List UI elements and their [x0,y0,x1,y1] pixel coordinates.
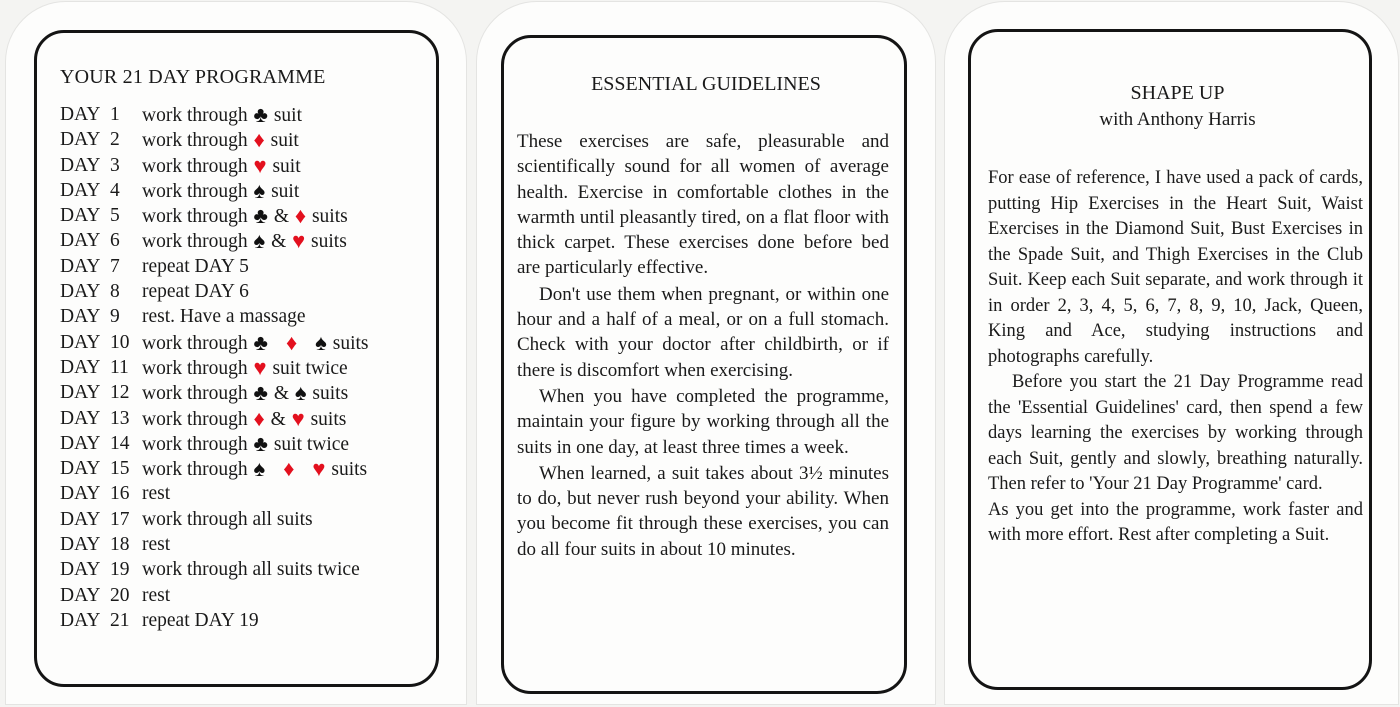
heart-icon: ♥ [291,405,305,431]
instruction-text: work through [142,155,253,177]
day-instruction [142,456,367,482]
club-icon: ♣ [253,102,268,127]
day-instruction [142,583,170,608]
instruction-text: suit [267,155,301,177]
day-instruction [142,330,369,356]
day-label [60,254,140,279]
instruction-text: suit [265,130,299,152]
diamond-icon: ♦ [283,456,295,482]
instruction-text: suits [326,459,368,481]
instruction-text: work through [142,459,253,481]
day-instruction [142,380,348,406]
day-number: 4 [110,179,120,201]
day-label [60,532,140,557]
day-instruction [142,102,302,128]
instruction-text: work through [142,332,253,354]
day-number: 3 [110,154,120,176]
day-word: DAY [60,205,101,227]
day-word: DAY [60,534,101,556]
programme-card [6,2,466,704]
day-label [60,456,140,481]
day-number: 10 [110,331,130,353]
day-number: 21 [110,609,130,631]
day-label [60,102,140,127]
day-word: DAY [60,179,101,201]
instruction-text: rest [142,534,171,556]
day-number: 17 [110,508,130,530]
day-number: 2 [110,129,120,151]
day-number: 7 [110,255,120,277]
instruction-text: rest. Have a massage [142,306,306,328]
day-label [60,153,140,178]
day-label [60,304,140,329]
spade-icon: ♠ [253,228,266,254]
instruction-text: work through [142,383,253,405]
guidelines-paragraph: Don't use them when pregnant, or within one hour and a half of a meal, or on a full stomach. Check with your doctor after childbirth, or if there is discomfort when exercising. [517,283,889,381]
day-number: 18 [110,534,130,556]
day-word: DAY [60,458,101,480]
heart-icon: ♥ [253,354,267,380]
instruction-text: repeat DAY 6 [142,281,249,303]
day-word: DAY [60,483,101,505]
day-word: DAY [60,104,101,125]
day-number: 20 [110,584,130,606]
spade-icon: ♠ [294,380,307,406]
day-number: 13 [110,407,130,429]
day-instruction [142,608,259,633]
day-instruction [142,153,301,179]
programme-title: YOUR 21 DAY PROGRAMME [60,66,326,88]
author-subtitle: with Anthony Harris [1099,109,1256,130]
day-instruction [142,532,170,557]
day-number: 12 [110,382,130,404]
day-word: DAY [60,331,101,353]
instruction-text: work through [142,357,253,379]
heart-icon: ♥ [312,456,326,482]
guidelines-paragraph: These exercises are safe, pleasurable and scientifically sound for all women of average health. Exercise in comfortable clothes in the warmth until pleasantly tired, on a flat floor with thick carpet. These exercises done before bed are particularly effective. [517,131,889,279]
spade-icon: ♠ [315,329,327,355]
day-word: DAY [60,432,101,454]
day-word: DAY [60,255,101,277]
day-instruction [142,304,306,329]
day-word: DAY [60,382,101,404]
instruction-text: repeat DAY 5 [142,255,249,277]
day-instruction [142,355,348,381]
day-label [60,279,140,304]
day-word: DAY [60,230,101,252]
day-number: 15 [110,458,130,480]
day-word: DAY [60,306,101,328]
day-word: DAY [60,609,101,631]
guidelines-paragraph: When learned, a suit takes about 3½ minutes to do, but never rush beyond your ability. When you become fit through these exercises, you can do all four suits in about 10 minutes. [517,462,889,560]
instruction-text: rest [142,483,171,505]
day-number: 16 [110,483,130,505]
day-instruction [142,254,249,279]
day-label [60,608,140,633]
day-word: DAY [60,154,101,176]
diamond-icon: ♦ [253,127,265,153]
instruction-text: work through [142,433,253,455]
day-label [60,507,140,532]
day-word: DAY [60,559,101,581]
instruction-text: work through [142,206,253,228]
instruction-text: suits [305,408,347,430]
day-label [60,406,140,431]
day-instruction [142,431,349,457]
instruction-text: suit [268,105,302,126]
instruction-text: suit twice [268,433,350,455]
day-instruction [142,279,249,304]
spade-icon: ♠ [253,456,266,482]
instruction-text: suit twice [267,357,348,379]
shape-up-paragraph: For ease of reference, I have used a pack of cards, putting Hip Exercises in the Heart Suit, Waist Exercises in the Diamond Suit, Bust Exercises in the Spade Suit, and Thigh Exercises in the Club Suit. Keep each Suit separate, and work through it in order 2, 3, 4, 5, 6, 7, 8, 9, 10, Jack, Queen, King and Ace, studying instructions and photographs carefully. [988,168,1363,367]
heart-icon: ♥ [253,152,267,178]
instruction-text: suits [306,231,347,253]
instruction-text: repeat DAY 19 [142,609,259,631]
shape-up-paragraph: Before you start the 21 Day Programme read the 'Essential Guidelines' card, then spend a few days learning the exercises by working through each Suit, gently and slowly, breathing naturally. Then refer to 'Your 21 Day Programme' card. [988,372,1363,494]
diamond-icon: ♦ [253,405,265,431]
day-label [60,583,140,608]
day-instruction [142,178,299,204]
instruction-text: rest [142,584,171,606]
day-number: 11 [110,356,129,378]
instruction-text: & [268,206,294,228]
day-instruction [142,481,170,506]
instruction-text: suits [327,332,369,354]
day-number: 1 [110,104,120,125]
instruction-text: & [268,383,294,405]
day-label [60,557,140,582]
day-number: 9 [110,306,120,328]
shape-up-body [988,166,1363,549]
club-icon: ♣ [253,430,268,456]
instruction-text: work through all suits twice [142,559,360,581]
instruction-text: & [266,231,292,253]
instruction-text: suits [307,206,348,228]
instruction-text: work through [142,231,253,253]
day-number: 8 [110,281,120,303]
day-label [60,330,140,355]
shape-up-paragraph: As you get into the programme, work faster and with more effort. Rest after completing a Suit. [988,499,1363,545]
guidelines-card [477,2,935,704]
shape-up-card [945,2,1398,704]
spade-icon: ♠ [253,177,266,203]
guidelines-title: ESSENTIAL GUIDELINES [591,73,821,95]
diamond-icon: ♦ [285,329,298,355]
day-word: DAY [60,356,101,378]
day-word: DAY [60,407,101,429]
instruction-text: & [265,408,291,430]
day-word: DAY [60,508,101,530]
day-label [60,431,140,456]
day-instruction [142,127,299,153]
day-instruction [142,228,347,254]
day-label [60,228,140,253]
club-icon: ♣ [253,380,268,406]
day-number: 19 [110,559,130,581]
club-icon: ♣ [253,203,268,229]
day-instruction [142,507,313,532]
instruction-text: work through all suits [142,508,313,530]
club-icon: ♣ [253,329,268,355]
instruction-text: suits [307,383,349,405]
heart-icon: ♥ [292,228,306,254]
instruction-text: work through [142,408,253,430]
instruction-text: work through [142,105,253,126]
day-instruction [142,406,346,432]
instruction-text: work through [142,180,253,202]
day-instruction [142,203,348,229]
day-label [60,481,140,506]
day-word: DAY [60,584,101,606]
day-word: DAY [60,129,101,151]
day-number: 6 [110,230,120,252]
guidelines-body [517,129,889,562]
day-word: DAY [60,281,101,303]
day-label [60,203,140,228]
day-number: 5 [110,205,120,227]
day-instruction [142,557,360,582]
day-label [60,355,140,380]
day-label [60,178,140,203]
instruction-text: suit [266,180,300,202]
shape-up-title: SHAPE UP [1130,82,1225,104]
day-label [60,127,140,152]
diamond-icon: ♦ [294,203,307,229]
guidelines-paragraph: When you have completed the programme, maintain your figure by working through all the suits in one day, at least three times a week. [517,385,889,458]
day-label [60,380,140,405]
day-number: 14 [110,432,130,454]
instruction-text: work through [142,130,253,152]
